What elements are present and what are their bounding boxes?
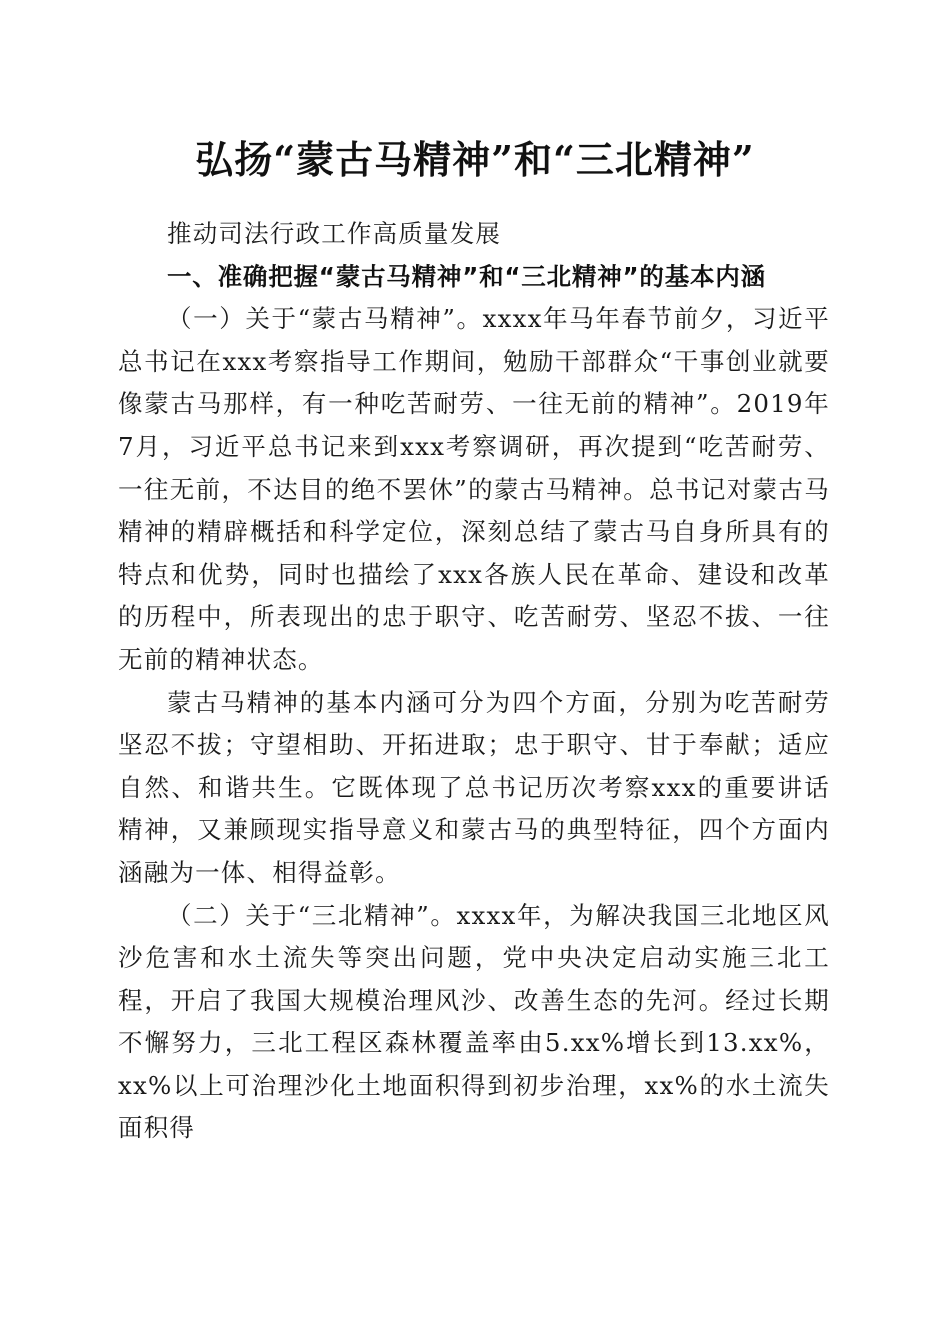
section-heading: 一、准确把握“蒙古马精神”和“三北精神”的基本内涵 [167,261,766,291]
paragraph-mongolian-horse-spirit: （一）关于“蒙古马精神”。xxxx年马年春节前夕，习近平总书记在xxx考察指导工作期间，勉励干部群众“干事创业就要像蒙古马那样，有一种吃苦耐劳、一往无前的精神”。2019年7月，习近平总书记来到xxx考察调研，再次提到“吃苦耐劳、一往无前，不达目的绝不罢休”的蒙古马精神。总书记对蒙古马精神的精辟概括和科学定位，深刻总结了蒙古马自身所具有的特点和优势，同时也描绘了xxx各族人民在革命、建设和改革的历程中，所表现出的忠于职守、吃苦耐劳、坚忍不拔、一往无前的精神状态。 [118,304,830,674]
paragraph-spirit-connotation: 蒙古马精神的基本内涵可分为四个方面，分别为吃苦耐劳坚忍不拔；守望相助、开拓进取；忠于职守、甘于奉献；适应自然、和谐共生。它既体现了总书记历次考察xxx的重要讲话精神，又兼顾现实指导意义和蒙古马的典型特征，四个方面内涵融为一体、相得益彰。 [118,687,830,887]
document-subtitle: 推动司法行政工作高质量发展 [167,219,502,248]
document-title: 弘扬“蒙古马精神”和“三北精神” [195,137,755,182]
document-body [118,213,830,1150]
paragraph-three-north-spirit: （二）关于“三北精神”。xxxx年，为解决我国三北地区风沙危害和水土流失等突出问题，党中央决定启动实施三北工程，开启了我国大规模治理风沙、改善生态的先河。经过长期不懈努力，三北工程区森林覆盖率由5.xx%增长到13.xx%，xx%以上可治理沙化土地面积得到初步治理，xx%的水土流失面积得 [118,900,830,1143]
